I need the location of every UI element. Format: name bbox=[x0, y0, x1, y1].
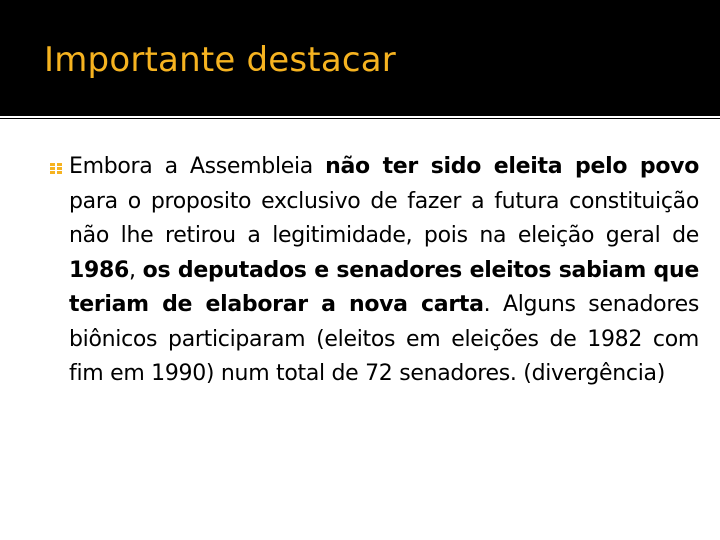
slide-title: Importante destacar bbox=[44, 40, 396, 80]
text-segment: para o proposito exclusivo de fazer a futura constituição não lhe retirou a legitimidade, pois na eleição geral de bbox=[69, 188, 699, 248]
bold-segment: não ter sido eleita pelo povo bbox=[325, 154, 700, 179]
bold-segment: os deputados e senadores eleitos sabiam que teriam de elaborar a nova carta bbox=[69, 257, 699, 317]
bullet-marker-icon bbox=[48, 160, 64, 176]
bold-year: 1986 bbox=[69, 257, 130, 283]
title-bar bbox=[0, 0, 720, 112]
text-segment: . Alguns senadores biônicos participaram (eleitos em eleições de 1982 com fim em 1990) num total de 72 senadores. (divergência) bbox=[69, 292, 699, 386]
title-divider bbox=[0, 112, 720, 116]
title-divider-thin bbox=[0, 118, 720, 119]
text-segment: Embora a Assembleia bbox=[69, 154, 326, 179]
text-segment: , bbox=[129, 257, 143, 283]
bullet-paragraph bbox=[69, 150, 699, 392]
